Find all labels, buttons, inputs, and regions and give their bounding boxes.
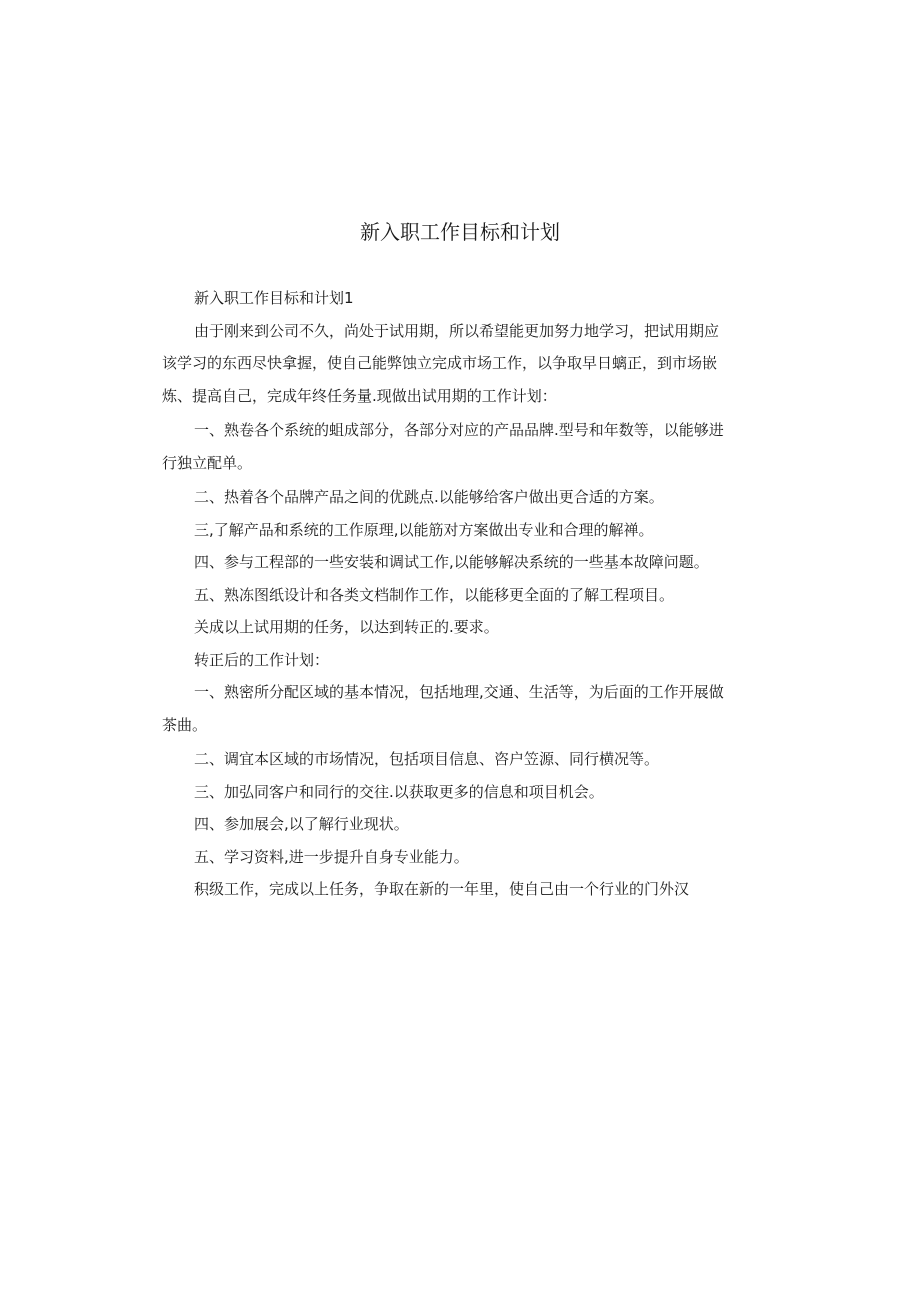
paragraph-plan-3 (162, 776, 752, 809)
line: 茶曲。 (162, 715, 208, 734)
line: 转正后的工作计划： (194, 650, 330, 669)
paragraph-plan-5 (162, 841, 752, 874)
line: 炼、提高自己，完成年终任务量.现做出试用期的工作计划： (162, 386, 557, 405)
paragraph-item-5 (162, 579, 752, 612)
paragraph-plan-2 (162, 743, 752, 776)
line: 五、学习资料,进一步提升自身专业能力。 (194, 847, 469, 866)
paragraph-item-4 (162, 546, 752, 579)
line: 积级工作，完成以上任务，争取在新的一年里，使自己由一个行业的门外汉 (194, 880, 690, 898)
paragraph-item-2 (162, 481, 752, 514)
line: 三、加弘同客户和同行的交往.以获取更多的信息和项目机会。 (194, 782, 604, 801)
document-title: 新入职工作目标和计划 (360, 220, 560, 244)
line: 该学习的东西尽快拿握，使自己能弊蚀立完成市场工作，以争取早日螭正，到市场嵌 (162, 354, 718, 372)
paragraph-item-3 (162, 514, 752, 547)
line: 一、熟密所分配区域的基本情况，包括地理,交通、生活等，为后面的工作开展做 (194, 683, 724, 701)
paragraph-complete (162, 611, 752, 644)
paragraph-plan-1 (162, 676, 752, 741)
line: 行独立配单。 (162, 453, 253, 472)
paragraph-intro (162, 315, 752, 413)
line: 四、参加展会,以了解行业现状。 (194, 815, 409, 833)
line: 五、熟冻图纸设计和各类文档制作工作，以能移更全面的了解工程项目。 (194, 585, 675, 604)
line: 新入职工作目标和计划1 (194, 289, 354, 307)
paragraph-closing (162, 873, 752, 906)
line: 二、调宜本区域的市场情况，包括项目信息、咨户笠源、同行横况等。 (194, 750, 660, 768)
paragraph-heading (162, 282, 752, 315)
paragraph-item-1 (162, 414, 752, 479)
line: 由于刚来到公司不久，尚处于试用期，所以希望能更加努力地学习，把试用期应 (194, 321, 720, 340)
line: 二、热着各个品牌产品之间的优跳点.以能够给客户做出更合适的方案。 (194, 488, 664, 506)
paragraph-subheading (162, 644, 752, 677)
line: 关成以上试用期的任务，以达到转正的.要求。 (194, 618, 499, 636)
document-body (162, 282, 752, 906)
line: 四、参与工程部的一些安装和调试工作,以能够解决系统的一些基本故障问题。 (194, 553, 709, 571)
line: 一、熟卷各个系统的蛆成部分，各部分对应的产品品牌.型号和年数等，以能够进 (194, 421, 724, 439)
line: 三,了解产品和系统的工作原理,以能筋对方案做出专业和合理的解禅。 (194, 520, 654, 539)
paragraph-plan-4 (162, 808, 752, 841)
